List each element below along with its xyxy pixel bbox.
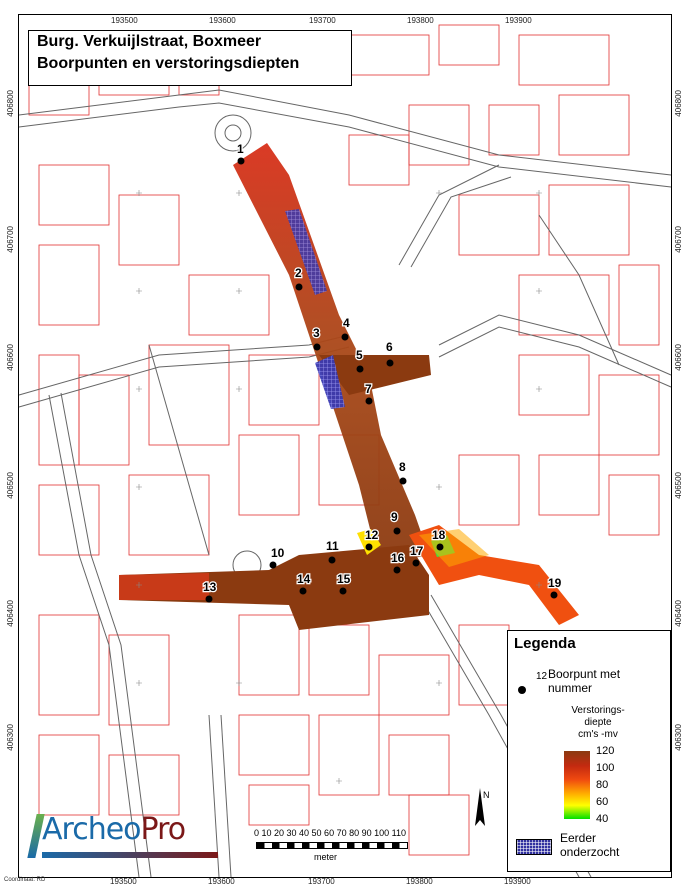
x-tick-bottom: 193500 — [110, 877, 137, 886]
zone-north-street — [233, 143, 429, 565]
boorpunt-label: 5 — [356, 348, 363, 362]
map-title: Burg. Verkuijlstraat, Boxmeer — [37, 33, 262, 50]
boorpunt-label: 10 — [271, 546, 285, 560]
y-tick-right: 406300 — [674, 724, 683, 751]
boorpunt-label: 17 — [410, 544, 424, 558]
legend-boorpunt-label: Boorpunt met nummer — [548, 667, 621, 695]
coordinate-system-note: Coordinaat: RD — [4, 877, 46, 883]
y-tick-right: 406500 — [674, 472, 683, 499]
boorpunt-marker — [394, 567, 401, 574]
boorpunt-label: 3 — [313, 326, 320, 340]
legend-boorpunt-icon — [518, 686, 526, 694]
legend-depth-ramp — [564, 751, 590, 819]
boorpunt-marker — [551, 592, 558, 599]
y-tick-left: 406700 — [6, 226, 15, 253]
boorpunt-marker — [400, 478, 407, 485]
zone-south-west-edge — [119, 573, 209, 600]
y-tick-left: 406300 — [6, 724, 15, 751]
y-tick-left: 406400 — [6, 600, 15, 627]
boorpunt-label: 15 — [337, 572, 351, 586]
legend-depth-tick: 100 — [596, 762, 615, 774]
boorpunt-label: 16 — [391, 551, 405, 565]
boorpunt-marker — [296, 284, 303, 291]
x-tick-top: 193900 — [505, 16, 532, 25]
y-tick-left: 406600 — [6, 344, 15, 371]
y-tick-right: 406600 — [674, 344, 683, 371]
boorpunt-label: 11 — [326, 539, 339, 553]
y-tick-right: 406700 — [674, 226, 683, 253]
x-tick-top: 193500 — [111, 16, 138, 25]
boorpunt-marker — [270, 562, 277, 569]
scalebar-labels: 0 10 20 30 40 50 60 70 80 90 100 110 — [254, 828, 406, 838]
boorpunt-label: 12 — [365, 528, 379, 542]
boorpunt-marker — [357, 366, 364, 373]
boorpunt-label: 9 — [391, 510, 398, 524]
x-tick-top: 193700 — [309, 16, 336, 25]
boorpunt-label: 4 — [343, 316, 350, 330]
boorpunt-marker — [394, 528, 401, 535]
boorpunt-marker — [206, 596, 213, 603]
legend-eerder-onderzocht-swatch — [516, 839, 552, 855]
boorpunt-marker — [366, 544, 373, 551]
map-subtitle: Boorpunten en verstoringsdiepten — [37, 55, 300, 72]
y-tick-right: 406800 — [674, 90, 683, 117]
x-tick-top: 193800 — [407, 16, 434, 25]
boorpunt-marker — [366, 398, 373, 405]
scalebar — [254, 828, 414, 868]
legend-depth-tick: 40 — [596, 813, 609, 825]
scalebar-bar — [256, 842, 408, 849]
legend-depth-tick: 120 — [596, 745, 615, 757]
north-arrow-icon — [472, 786, 488, 830]
legend-depth-tick: 60 — [596, 796, 609, 808]
y-tick-right: 406400 — [674, 600, 683, 627]
boorpunt-label: 13 — [203, 580, 217, 594]
boorpunt-label: 19 — [548, 576, 562, 590]
boorpunt-label: 1 — [237, 142, 244, 156]
legend-panel — [507, 630, 671, 872]
legend-sample-number: 12 — [536, 671, 548, 682]
boorpunt-marker — [300, 588, 307, 595]
logo-text: ArcheoPro — [42, 812, 186, 847]
boorpunt-marker — [314, 344, 321, 351]
boorpunt-marker — [387, 360, 394, 367]
scalebar-unit: meter — [314, 852, 338, 862]
boorpunt-label: 18 — [432, 528, 446, 542]
legend-title: Legenda — [514, 635, 576, 652]
boorpunt-label: 7 — [365, 382, 372, 396]
legend-depth-tick: 80 — [596, 779, 609, 791]
logo-underline — [42, 852, 218, 858]
x-tick-bottom: 193900 — [504, 877, 531, 886]
north-label: N — [483, 790, 490, 800]
y-tick-left: 406500 — [6, 472, 15, 499]
depth-zone — [119, 143, 579, 630]
legend-eerder-onderzocht-label: Eerder onderzocht — [560, 831, 620, 859]
boorpunt-label: 6 — [386, 340, 393, 354]
boorpunt-marker — [437, 544, 444, 551]
map-title-box — [28, 30, 352, 86]
boorpunt-marker — [329, 557, 336, 564]
y-tick-left: 406800 — [6, 90, 15, 117]
x-tick-bottom: 193800 — [406, 877, 433, 886]
boorpunt-marker — [340, 588, 347, 595]
x-tick-bottom: 193700 — [308, 877, 335, 886]
archeopro-logo — [30, 808, 220, 864]
boorpunt-marker — [238, 158, 245, 165]
boorpunt-label: 14 — [297, 572, 311, 586]
x-tick-top: 193600 — [209, 16, 236, 25]
legend-depth-label: Verstorings- diepte cm's -mv — [571, 705, 625, 740]
x-tick-bottom: 193600 — [208, 877, 235, 886]
boorpunt-marker — [413, 560, 420, 567]
boorpunt-marker — [342, 334, 349, 341]
boorpunt-label: 8 — [399, 460, 406, 474]
boorpunt-label: 2 — [295, 266, 302, 280]
